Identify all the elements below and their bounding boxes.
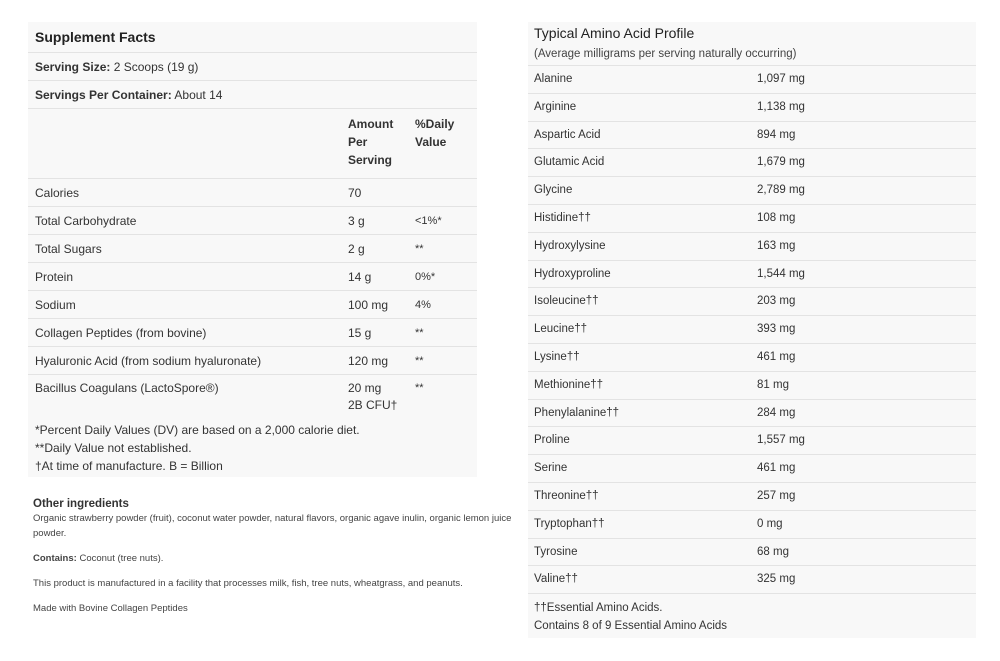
amino-acid-value: 2,789 mg [757,184,805,197]
table-row [528,566,976,594]
table-row [528,316,976,344]
amino-acid-name: Leucine†† [534,323,588,336]
table-row [28,235,477,263]
allergen-contains [33,551,523,566]
other-ingredients-title: Other ingredients [33,498,129,510]
table-row [528,66,976,94]
amino-acid-value: 257 mg [757,489,796,502]
table-row [28,319,477,347]
amino-acid-name: Tryptophan†† [534,517,605,530]
table-row [528,539,976,567]
nutrient-dv: 4% [415,299,431,311]
amino-acid-value: 1,679 mg [757,156,805,169]
table-row [528,205,976,233]
amino-acid-value: 461 mg [757,350,796,363]
amino-acid-subtitle: (Average milligrams per serving naturally occurring) [528,43,976,66]
table-row [28,375,477,415]
nutrient-amount-cfu: 2B CFU† [348,398,398,412]
amino-acid-value: 203 mg [757,295,796,308]
nutrient-amount: 15 g [348,326,372,340]
other-ingredients-text: Organic strawberry powder (fruit), coconut water powder, natural flavors, organic agave inulin, organic lemon juice powder. [33,513,512,539]
nutrient-name: Collagen Peptides (from bovine) [35,326,207,340]
nutrient-dv: <1%* [415,215,442,227]
amino-acid-name: Valine†† [534,573,578,586]
amino-acid-name: Hydroxyproline [534,267,611,280]
nutrient-dv: ** [415,327,424,339]
servings-per-container [28,81,477,109]
nutrient-name: Hyaluronic Acid (from sodium hyaluronate) [35,354,262,368]
amino-acid-value: 325 mg [757,573,796,586]
amino-acid-value: 0 mg [757,517,783,530]
table-row [528,455,976,483]
amino-acid-name: Threonine†† [534,489,599,502]
amino-acid-name: Glutamic Acid [534,156,605,169]
serving-size-value: 2 Scoops (19 g) [113,60,199,74]
footnotes [28,421,477,475]
nutrient-dv: ** [415,382,424,394]
nutrient-name: Total Carbohydrate [35,214,137,228]
table-row [28,347,477,375]
amino-acid-value: 81 mg [757,378,789,391]
header-daily-value: %Daily Value [415,117,455,149]
contains-label: Contains: [33,553,77,564]
amino-acid-name: Isoleucine†† [534,295,599,308]
amino-acid-value: 163 mg [757,239,796,252]
table-row [28,207,477,235]
made-with-statement: Made with Bovine Collagen Peptides [33,603,188,614]
table-row [528,400,976,428]
amino-acid-list [528,66,976,594]
table-row [528,261,976,289]
amino-acid-name: Hydroxylysine [534,239,606,252]
table-row [528,344,976,372]
amino-acid-name: Tyrosine [534,545,578,558]
amino-acid-name: Arginine [534,100,577,113]
amino-acid-name: Alanine [534,73,573,85]
amino-acid-value: 284 mg [757,406,796,419]
amino-acid-value: 1,138 mg [757,100,805,113]
nutrient-name: Calories [35,186,80,200]
table-row [528,122,976,150]
nutrient-amount: 70 [348,186,362,200]
amino-footnotes [528,599,976,635]
footnote-essential: ††Essential Amino Acids. [534,602,663,615]
amino-acid-name: Proline [534,434,570,447]
amino-acid-profile-panel [528,22,976,638]
table-row [528,177,976,205]
nutrient-amount: 120 mg [348,354,389,368]
servings-value: About 14 [174,88,223,102]
amino-acid-name: Serine [534,462,568,475]
nutrient-dv: ** [415,243,424,255]
nutrient-name: Sodium [35,298,76,312]
supplement-facts-panel [28,22,477,477]
amino-acid-name: Glycine [534,184,573,197]
amino-acid-value: 1,544 mg [757,267,805,280]
footnote-manufacture: †At time of manufacture. B = Billion [35,459,223,473]
amino-acid-value: 894 mg [757,128,796,141]
footnote-contains-essential: Contains 8 of 9 Essential Amino Acids [534,620,728,633]
table-row [528,94,976,122]
nutrient-amount [348,380,397,414]
table-row [528,483,976,511]
table-row [528,372,976,400]
footnote-not-established: **Daily Value not established. [35,441,192,455]
nutrient-dv: 0%* [415,271,436,283]
nutrient-name: Bacillus Coagulans (LactoSpore®) [35,381,219,395]
amino-acid-name: Aspartic Acid [534,128,601,141]
table-row [528,288,976,316]
table-row [28,263,477,291]
amino-acid-value: 108 mg [757,211,796,224]
nutrient-amount: 14 g [348,270,372,284]
supplement-facts-title: Supplement Facts [28,22,477,53]
amino-acid-value: 68 mg [757,545,789,558]
contains-value: Coconut (tree nuts). [79,553,164,564]
amino-acid-value: 393 mg [757,323,796,336]
amino-acid-name: Lysine†† [534,350,580,363]
amino-acid-value: 1,097 mg [757,73,805,85]
table-row [528,149,976,177]
amino-acid-value: 1,557 mg [757,434,805,447]
nutrient-amount: 2 g [348,242,365,256]
nutrient-dv: ** [415,355,424,367]
amino-acid-name: Histidine†† [534,211,591,224]
footnote-dv: *Percent Daily Values (DV) are based on a 2,000 calorie diet. [35,423,360,437]
table-row [528,427,976,455]
servings-label: Servings Per Container: [35,88,172,102]
table-row [528,233,976,261]
amino-acid-title: Typical Amino Acid Profile [534,25,695,41]
amino-acid-value: 461 mg [757,462,796,475]
facility-statement: This product is manufactured in a facility that processes milk, fish, tree nuts, wheatgrass, and peanuts. [33,578,463,589]
serving-size [28,53,477,81]
nutrient-amount-mg: 20 mg [348,381,382,395]
nutrient-amount: 3 g [348,214,365,228]
amino-acid-name: Phenylalanine†† [534,406,620,419]
table-header [28,109,477,179]
table-row [28,291,477,319]
table-row [528,511,976,539]
table-row [28,179,477,207]
nutrient-name: Protein [35,270,74,284]
amino-acid-name: Methionine†† [534,378,604,391]
other-ingredients-section [33,498,523,616]
serving-size-label: Serving Size: [35,60,111,74]
nutrient-name: Total Sugars [35,242,102,256]
header-amount-per-serving: Amount Per Serving [348,117,394,167]
nutrient-amount: 100 mg [348,298,389,312]
